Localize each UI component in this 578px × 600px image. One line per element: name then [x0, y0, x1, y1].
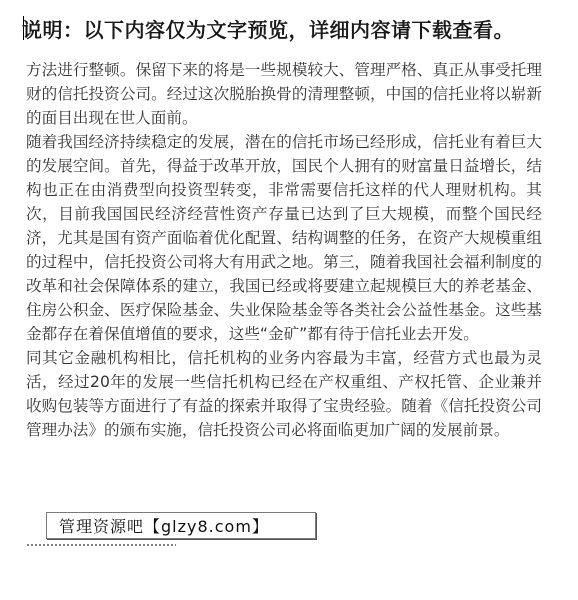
paragraph: 同其它金融机构相比，信托机构的业务内容最为丰富，经营方式也最为灵活，经过20年的发展一些信托机构已经在产权重组、产权托管、企业兼并收购包装等方面进行了有益的探索并取得了宝贵经验。随着《信托投资公司管理办法》的颁布实施，信托投资公司必将面临更加广阔的发展前景。 — [26, 349, 542, 439]
document-body — [26, 58, 542, 442]
paragraph: 随着我国经济持续稳定的发展，潜在的信托市场已经形成，信托业有着巨大的发展空间。首先，得益于改革开放，国民个人拥有的财富量日益增长，结构也正在由消费型向投资型转变，非常需要信托这样的代人理财机构。其次，目前我国国民经济经营性资产存量已达到了巨大规模，而整个国民经济，尤其是国有资产面临着优化配置、结构调整的任务，在资产大规模重组的过程中，信托投资公司将大有用武之地。第三，随着我国社会福利制度的改革和社会保障体系的建立，我国已经或将要建立起规模巨大的养老基金、住房公积金、医疗保险基金、失业保险基金等各类社会公益性基金。这些基金都存在着保值增值的要求，这些“金矿”都有待于信托业去开发。 — [26, 133, 542, 343]
watermark-label: 管理资源吧【glzy8.com】 — [46, 512, 316, 539]
paragraph: 方法进行整顿。保留下来的将是一些规模较大、管理严格、真正从事受托理财的信托投资公司。经过这次脱胎换骨的清理整顿，中国的信托业将以崭新的面目出现在世人面前。 — [26, 61, 542, 127]
preview-notice: 说明：以下内容仅为文字预览，详细内容请下载查看。 — [22, 18, 514, 42]
dotted-divider — [26, 544, 176, 546]
